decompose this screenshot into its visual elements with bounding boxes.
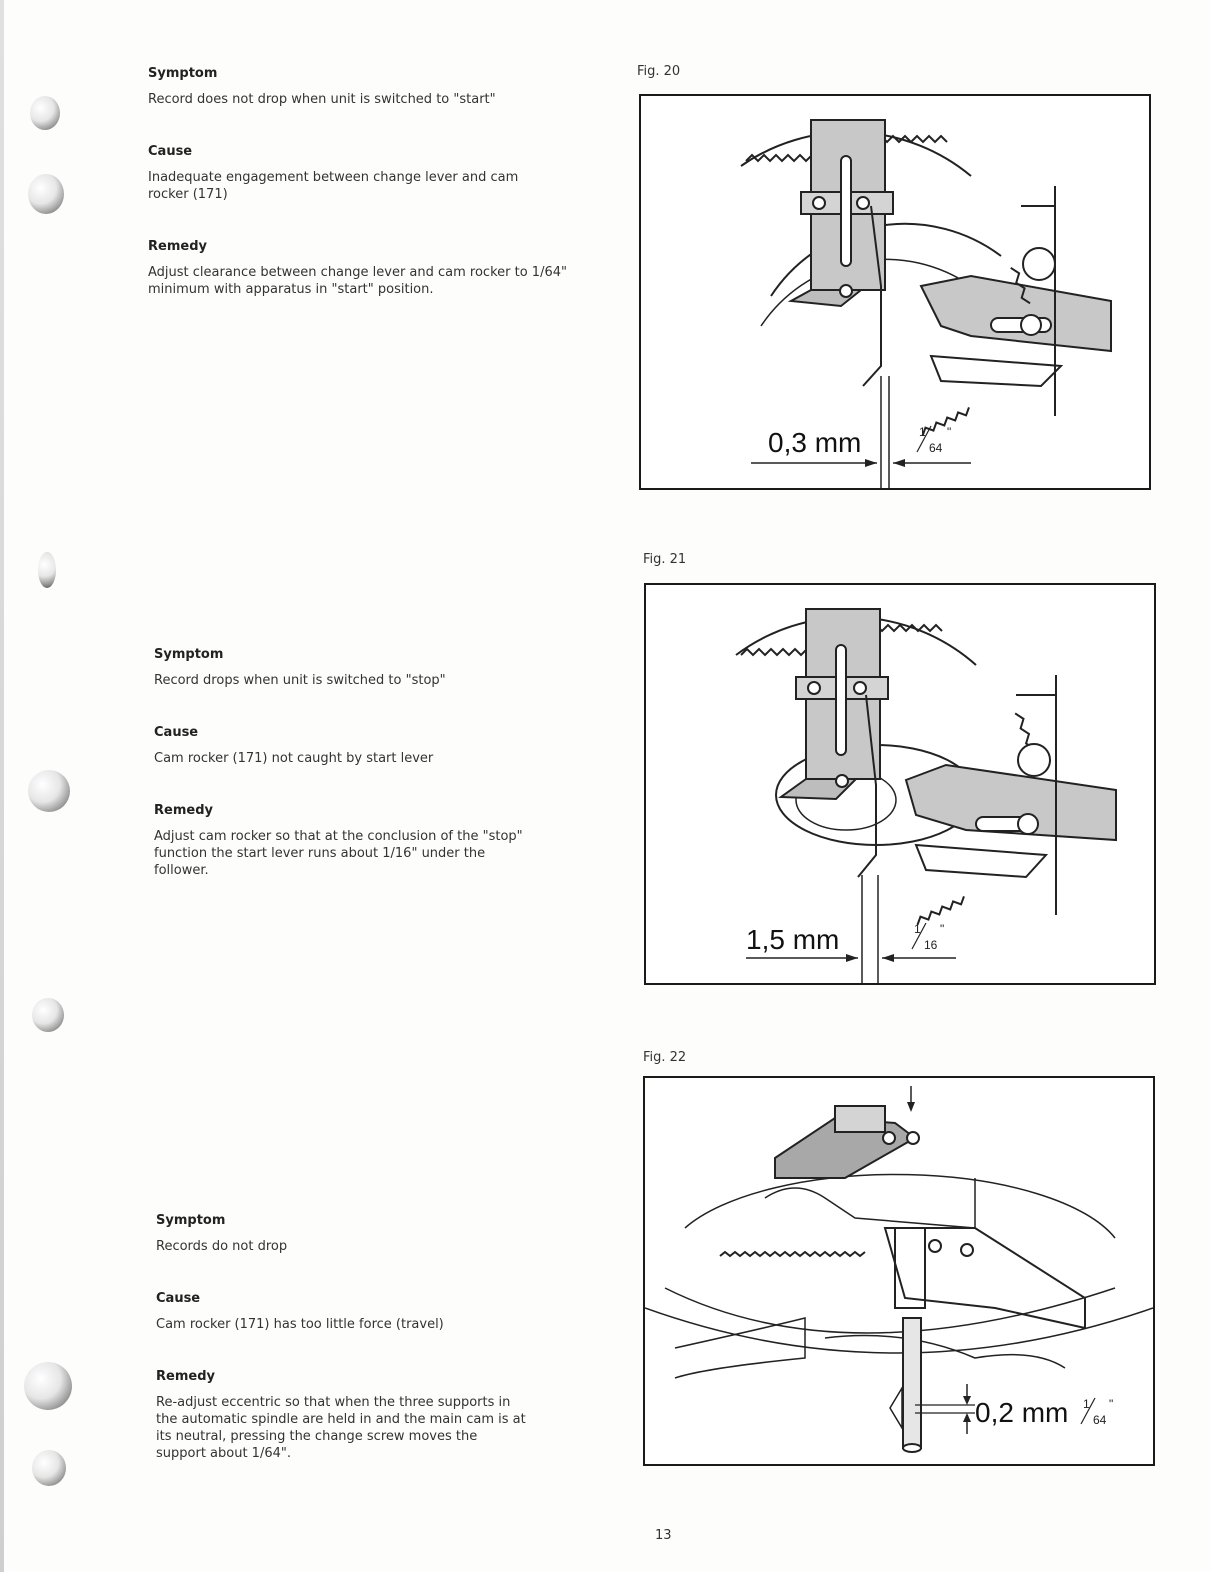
- page-number: 13: [655, 1528, 672, 1543]
- figure-21-illustration: [644, 583, 1156, 985]
- remedy-heading: Remedy: [148, 239, 207, 254]
- dimension-label: 1,5 mm: [746, 924, 840, 955]
- fraction-denominator: 64: [929, 441, 943, 455]
- cause-text: Cam rocker (171) not caught by start lever: [154, 751, 434, 766]
- mechanism-drawing: [645, 1078, 1153, 1464]
- fraction-numerator: 1: [914, 922, 921, 936]
- inch-mark: ": [947, 425, 952, 439]
- binder-hole: [32, 998, 64, 1032]
- symptom-text: Records do not drop: [156, 1239, 288, 1254]
- fraction-denominator: 16: [924, 938, 938, 952]
- binder-hole: [32, 1450, 66, 1486]
- binder-hole: [30, 96, 60, 130]
- figure-22-illustration: [643, 1076, 1155, 1466]
- figure-label: Fig. 20: [637, 64, 681, 79]
- page-edge: [0, 0, 4, 1572]
- fraction-numerator: 1: [1083, 1397, 1090, 1411]
- binder-hole: [28, 770, 70, 812]
- fraction-denominator: 64: [1093, 1413, 1107, 1427]
- cause-heading: Cause: [154, 725, 199, 740]
- remedy-text: Re-adjust eccentric so that when the three supports in the automatic spindle are held in and the main cam is at its neutral, pressing the change screw moves the support about 1/64".: [156, 1395, 526, 1461]
- cause-text: Cam rocker (171) has too little force (travel): [156, 1317, 444, 1332]
- symptom-heading: Symptom: [156, 1213, 226, 1228]
- binder-hole: [28, 174, 64, 214]
- troubleshooting-section-3: [156, 1213, 526, 1462]
- mechanism-drawing: [641, 96, 1149, 488]
- symptom-text: Record does not drop when unit is switched to "start": [148, 92, 496, 107]
- mechanism-drawing: [646, 585, 1154, 983]
- remedy-text: Adjust clearance between change lever and cam rocker to 1/64" minimum with apparatus in "start" position.: [148, 265, 567, 297]
- figure-20-illustration: [639, 94, 1151, 490]
- remedy-text: Adjust cam rocker so that at the conclusion of the "stop" function the start lever runs about 1/16" under the follower.: [154, 829, 523, 878]
- remedy-heading: Remedy: [156, 1369, 215, 1384]
- dimension-label: 0,2 mm: [975, 1397, 1069, 1428]
- binder-hole: [38, 552, 56, 588]
- dimension-label: 0,3 mm: [768, 427, 862, 458]
- inch-mark: ": [940, 922, 945, 936]
- cause-text: Inadequate engagement between change lever and cam rocker (171): [148, 170, 519, 202]
- symptom-heading: Symptom: [154, 647, 224, 662]
- fraction-numerator: 1: [919, 425, 926, 439]
- symptom-text: Record drops when unit is switched to "stop": [154, 673, 446, 688]
- remedy-heading: Remedy: [154, 803, 213, 818]
- binder-hole: [24, 1362, 72, 1410]
- cause-heading: Cause: [156, 1291, 201, 1306]
- inch-mark: ": [1109, 1397, 1114, 1411]
- figure-label: Fig. 21: [643, 552, 687, 567]
- cause-heading: Cause: [148, 144, 193, 159]
- troubleshooting-section-2: [154, 647, 524, 879]
- figure-label: Fig. 22: [643, 1050, 687, 1065]
- symptom-heading: Symptom: [148, 66, 218, 81]
- troubleshooting-section-1: [148, 66, 568, 298]
